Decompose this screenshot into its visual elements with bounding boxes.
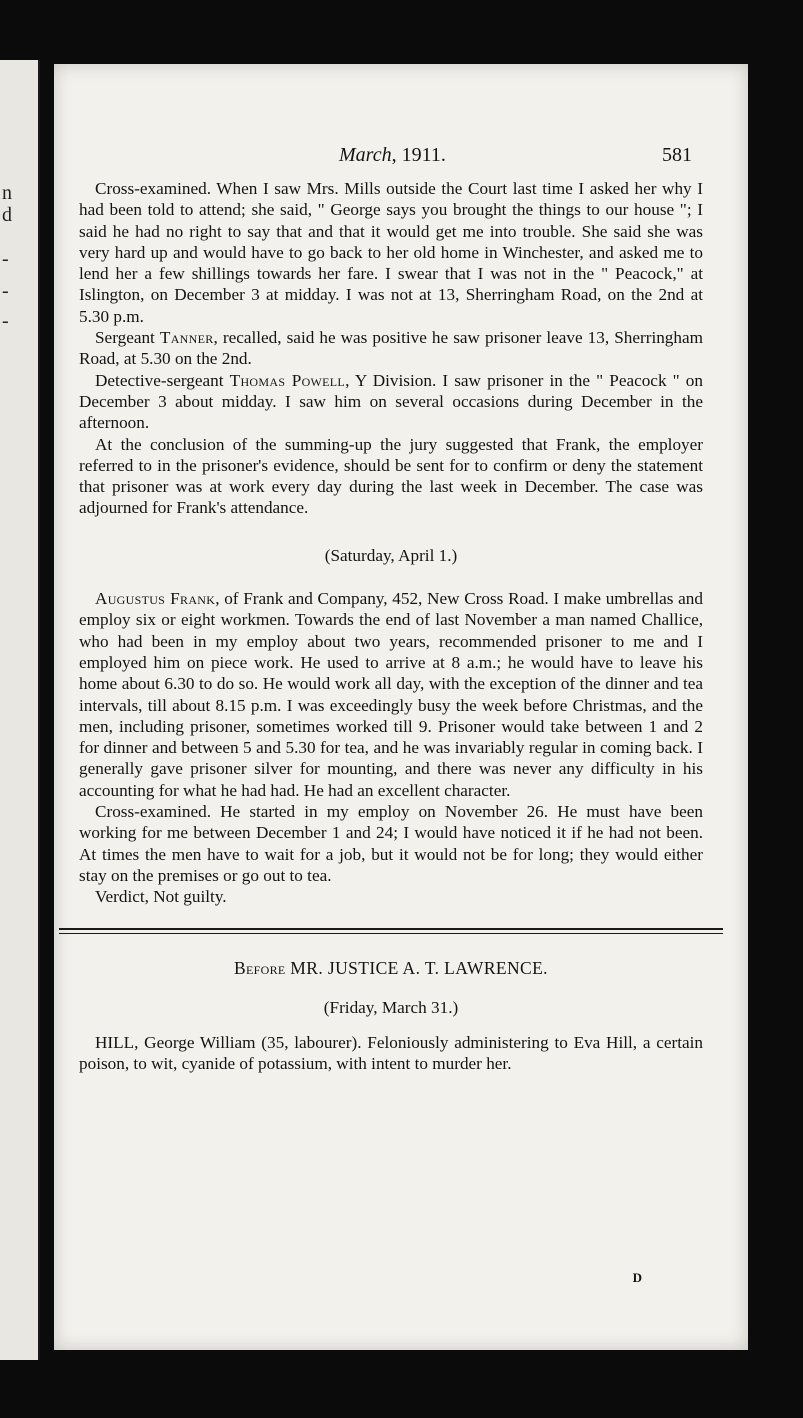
book-page: [54, 64, 748, 1350]
paragraph-verdict: Verdict, Not guilty.: [95, 887, 227, 907]
witness-name: Thomas Powell: [229, 370, 346, 390]
session-date-friday: (Friday, March 31.): [323, 997, 459, 1017]
session-date-saturday: (Saturday, April 1.): [324, 545, 458, 565]
court-heading: [79, 958, 703, 979]
text-run: Detective-sergeant: [95, 370, 230, 390]
margin-fragment: d: [2, 204, 12, 226]
witness-name: Augustus Frank: [95, 589, 216, 609]
running-head: [54, 144, 748, 172]
witness-name: Tanner: [159, 328, 214, 348]
running-head-year: , 1911.: [391, 144, 446, 166]
court-heading-before: Before: [234, 957, 286, 978]
running-head-title: [339, 144, 446, 167]
margin-fragment: n: [2, 182, 12, 204]
paragraph-jury-suggestion: At the conclusion of the summing-up the jury suggested that Frank, the employer referred to in the prisoner's evidence, should be sent for to confirm or deny the statement that prisoner was at work every day during the last week in December. The case was adjourned for Frank's attendance.: [79, 434, 703, 518]
text-run: , Y Division. I saw prisoner in the " Peacock " on December 3 about midday. I saw him on several occasions during December in the afternoon.: [79, 370, 703, 433]
text-run: , recalled, said he was positive he saw prisoner leave 13, Sherringham Road, at 5.30 on the 2nd.: [79, 328, 703, 369]
paragraph-hill-indictment: HILL, George William (35, labourer). Feloniously administering to Eva Hill, a certain poison, to wit, cyanide of potassium, with intent to murder her.: [79, 1033, 703, 1074]
paragraph-tanner: [79, 327, 703, 370]
margin-fragment: -: [2, 248, 9, 270]
adjacent-page-edge: [0, 60, 40, 1360]
section-divider: [59, 928, 723, 934]
text-run: , of Frank and Company, 452, New Cross Road. I make umbrellas and employ six or eight workmen. Towards the end of last November a man named Challice, who had been in my employ about two years, recommended prisoner to me and I employed him on piece work. He used to arrive at 8 a.m.; he would have to leave his home about 6.30 to do so. He would work all day, with the exception of the dinner and tea intervals, till about 8.15 p.m. I was exceedingly busy the week before Christmas, and the men, including prisoner, sometimes worked till 9. Prisoner would take between 1 and 2 for dinner and between 5 and 5.30 for tea, and he was invariably regular in coming back. I generally gave prisoner silver for mounting, and there was never any difficulty in his accounting for what he had had. He had an excellent character.: [79, 589, 703, 800]
paragraph-frank-evidence: [79, 588, 703, 801]
margin-fragment: -: [2, 310, 9, 332]
court-heading-judge: MR. JUSTICE A. T. LAWRENCE.: [285, 957, 548, 978]
running-head-month: March: [339, 144, 392, 166]
page-number: 581: [662, 144, 692, 166]
text-run: Sergeant: [95, 328, 160, 348]
page-body: [79, 178, 703, 1075]
paragraph-cross-examination-2: Cross-examined. He started in my employ on November 26. He must have been working for me between December 1 and 24; I would have noticed it if he had not been. At times the men have to wait for a job, but it would not be for long; they would either stay on the premises or go out to tea.: [79, 802, 703, 885]
margin-fragment: -: [2, 280, 9, 302]
paragraph-powell: [79, 370, 703, 434]
signature-mark: D: [632, 1270, 642, 1285]
paragraph-cross-examination-1: Cross-examined. When I saw Mrs. Mills outside the Court last time I asked her why I had been told to attend; she said, " George says you brought the things to our house "; I said he had no right to say that and that it would get me into trouble. She said she was very hard up and would have to go back to her old home in Winchester, and asked me to lend her a few shillings towards her fare. I swear that I was not in the " Peacock," at Islington, on December 3 at midday. I was not at 13, Sherringham Road, on the 2nd at 5.30 p.m.: [79, 179, 703, 326]
